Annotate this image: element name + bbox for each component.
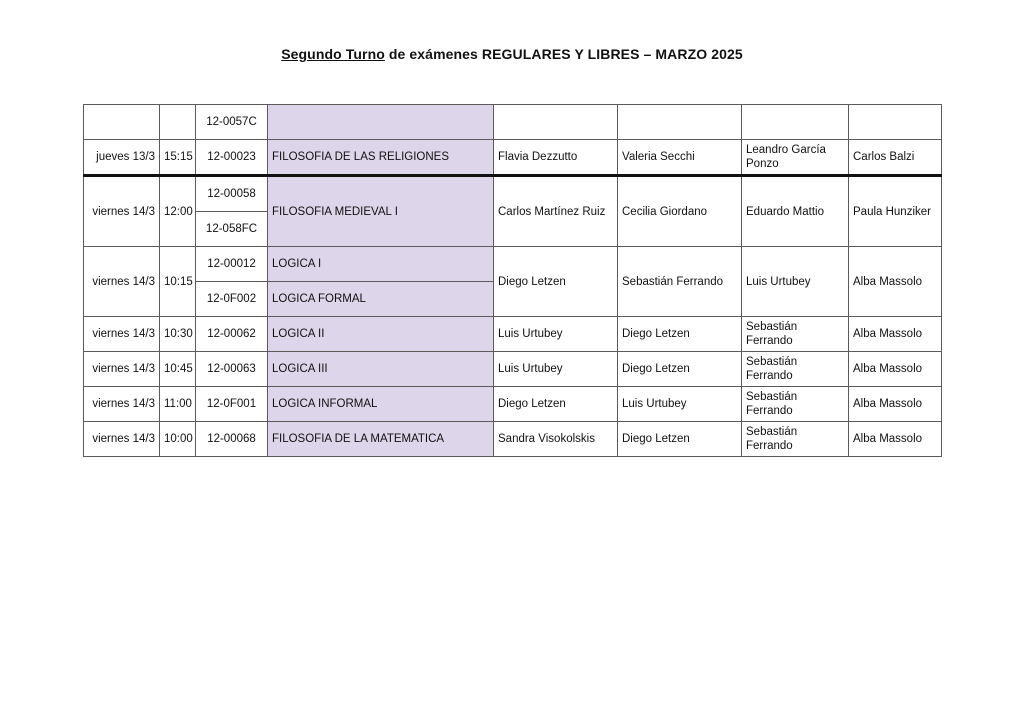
examiner-3-cell: Eduardo Mattio	[742, 176, 849, 247]
code-cell: 12-0057C	[196, 105, 268, 140]
code-cell: 12-0F002	[196, 282, 268, 317]
code-cell: 12-00062	[196, 317, 268, 352]
code-cell: 12-0F001	[196, 387, 268, 422]
examiner-1-cell: Diego Letzen	[494, 387, 618, 422]
time-cell: 11:00	[160, 387, 196, 422]
table-row	[84, 140, 942, 176]
code-cell: 12-00068	[196, 422, 268, 457]
examiner-4-cell: Alba Massolo	[849, 352, 942, 387]
examiner-2-cell: Cecilia Giordano	[618, 176, 742, 247]
examiner-4-cell: Alba Massolo	[849, 422, 942, 457]
time-cell: 10:45	[160, 352, 196, 387]
table-row	[84, 387, 942, 422]
examiner-3-cell: Luis Urtubey	[742, 247, 849, 317]
examiner-3-cell: Leandro García Ponzo	[742, 140, 849, 176]
examiner-2-cell: Diego Letzen	[618, 352, 742, 387]
examiner-3-cell: Sebastián Ferrando	[742, 317, 849, 352]
subject-cell	[268, 105, 494, 140]
table-row	[84, 317, 942, 352]
table-row	[84, 352, 942, 387]
subject-cell: LOGICA INFORMAL	[268, 387, 494, 422]
examiner-1-cell: Luis Urtubey	[494, 317, 618, 352]
time-cell: 15:15	[160, 140, 196, 176]
examiner-1-cell: Sandra Visokolskis	[494, 422, 618, 457]
table-row	[84, 422, 942, 457]
table-row	[84, 247, 942, 282]
examiner-1-cell: Luis Urtubey	[494, 352, 618, 387]
examiner-4-cell: Carlos Balzi	[849, 140, 942, 176]
exam-schedule-table	[83, 104, 942, 457]
day-cell: viernes 14/3	[84, 387, 160, 422]
examiner-4-cell: Alba Massolo	[849, 247, 942, 317]
day-cell: viernes 14/3	[84, 352, 160, 387]
day-cell: viernes 14/3	[84, 317, 160, 352]
day-cell	[84, 105, 160, 140]
subject-cell: LOGICA FORMAL	[268, 282, 494, 317]
subject-cell: FILOSOFIA DE LAS RELIGIONES	[268, 140, 494, 176]
examiner-2-cell: Diego Letzen	[618, 317, 742, 352]
time-cell	[160, 105, 196, 140]
time-cell: 10:15	[160, 247, 196, 317]
subject-cell: FILOSOFIA MEDIEVAL I	[268, 176, 494, 247]
examiner-1-cell: Flavia Dezzutto	[494, 140, 618, 176]
day-cell: viernes 14/3	[84, 247, 160, 317]
code-cell: 12-00012	[196, 247, 268, 282]
time-cell: 10:30	[160, 317, 196, 352]
examiner-2-cell	[618, 105, 742, 140]
subject-cell: FILOSOFIA DE LA MATEMATICA	[268, 422, 494, 457]
examiner-4-cell: Alba Massolo	[849, 387, 942, 422]
page-title	[0, 46, 1024, 62]
examiner-1-cell: Diego Letzen	[494, 247, 618, 317]
title-underlined: Segundo Turno	[281, 46, 385, 62]
examiner-4-cell: Paula Hunziker	[849, 176, 942, 247]
examiner-1-cell: Carlos Martínez Ruiz	[494, 176, 618, 247]
table-row	[84, 105, 942, 140]
code-cell: 12-058FC	[196, 212, 268, 247]
table-row	[84, 176, 942, 212]
examiner-2-cell: Diego Letzen	[618, 422, 742, 457]
day-cell: jueves 13/3	[84, 140, 160, 176]
code-cell: 12-00058	[196, 176, 268, 212]
subject-cell: LOGICA III	[268, 352, 494, 387]
examiner-2-cell: Luis Urtubey	[618, 387, 742, 422]
examiner-2-cell: Sebastián Ferrando	[618, 247, 742, 317]
examiner-2-cell: Valeria Secchi	[618, 140, 742, 176]
day-cell: viernes 14/3	[84, 176, 160, 247]
code-cell: 12-00023	[196, 140, 268, 176]
examiner-3-cell: Sebastián Ferrando	[742, 387, 849, 422]
examiner-1-cell	[494, 105, 618, 140]
time-cell: 10:00	[160, 422, 196, 457]
time-cell: 12:00	[160, 176, 196, 247]
title-rest: de exámenes REGULARES Y LIBRES – MARZO 2025	[384, 46, 743, 62]
examiner-3-cell: Sebastián Ferrando	[742, 422, 849, 457]
code-cell: 12-00063	[196, 352, 268, 387]
subject-cell: LOGICA I	[268, 247, 494, 282]
examiner-4-cell: Alba Massolo	[849, 317, 942, 352]
examiner-3-cell	[742, 105, 849, 140]
day-cell: viernes 14/3	[84, 422, 160, 457]
examiner-3-cell: Sebastián Ferrando	[742, 352, 849, 387]
examiner-4-cell	[849, 105, 942, 140]
subject-cell: LOGICA II	[268, 317, 494, 352]
